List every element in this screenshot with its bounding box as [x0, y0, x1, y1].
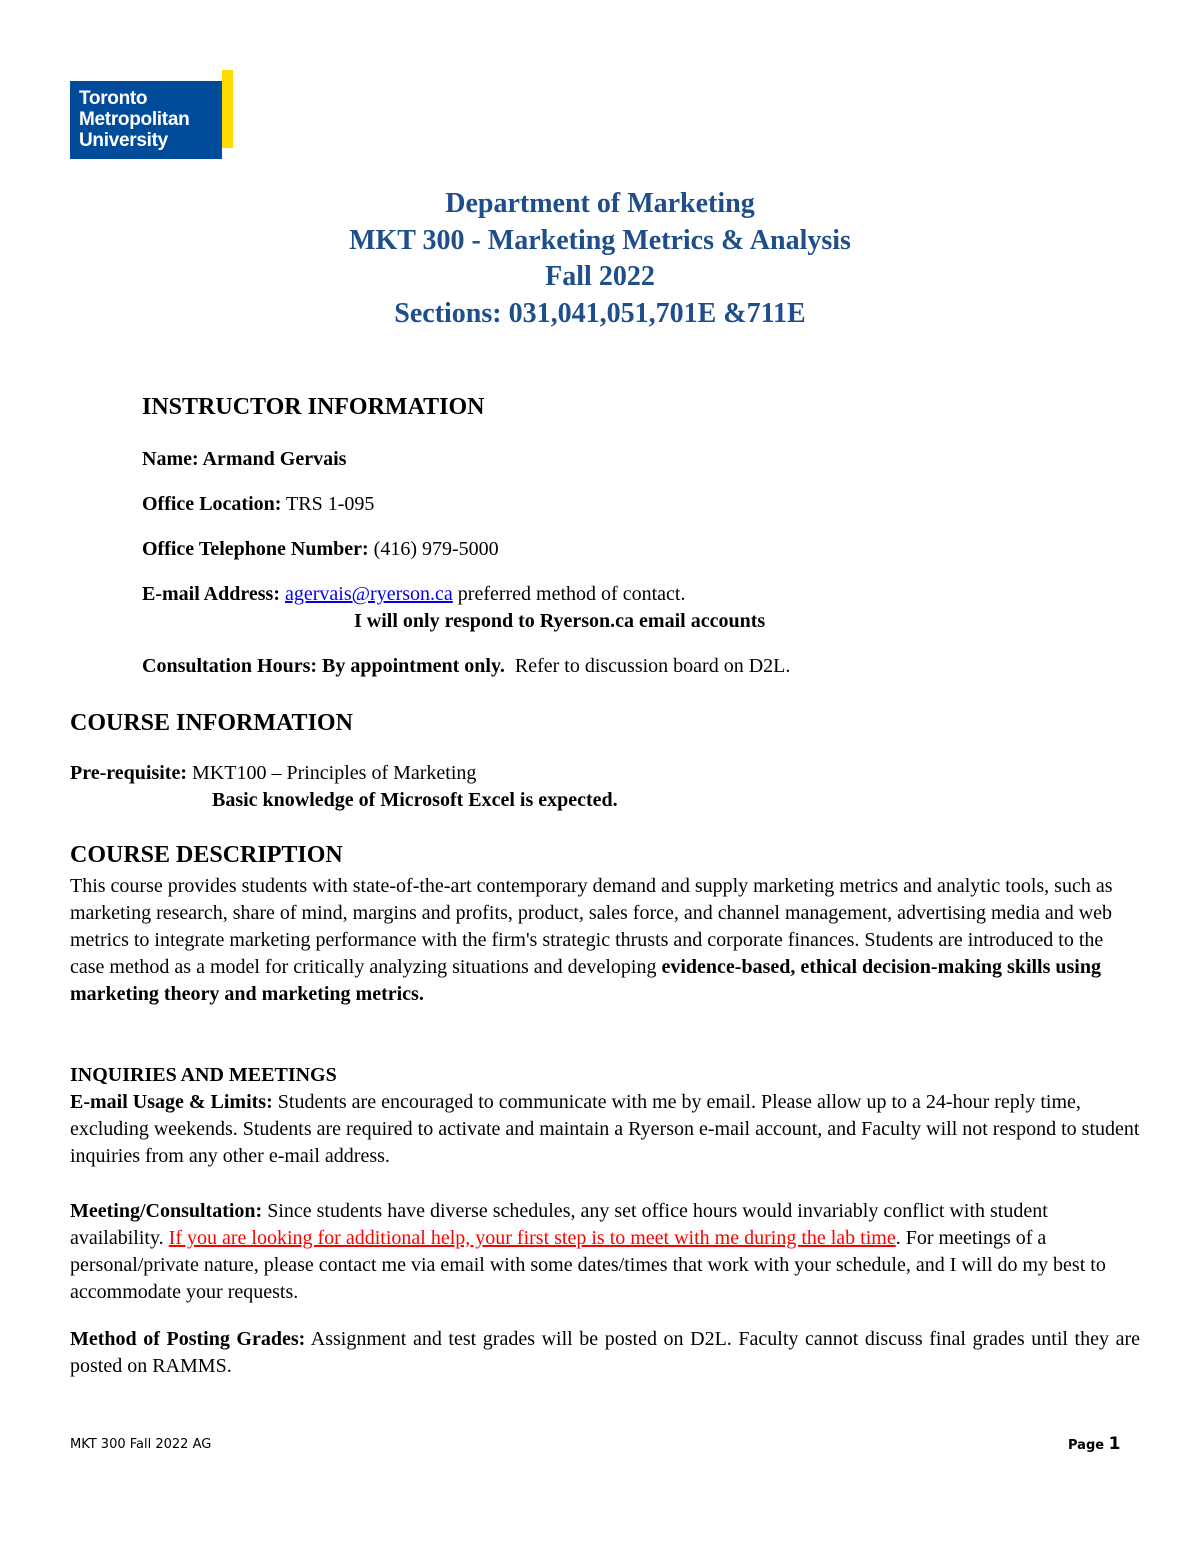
meeting-paragraph	[70, 1198, 1140, 1306]
meeting-text-2: . For meetings of a personal/private nature, please contact me via email with some dates/times that work with your schedule, and I will do my best to accommodate your requests.	[70, 1227, 1106, 1303]
course-description-body: This course provides students with state-of-the-art contemporary demand and supply marketing metrics and analytic tools, such as marketing research, share of mind, margins and profits, product, sales force, and channel management, advertising media and web metrics to integrate marketing performance with the firm's strategic thrusts and corporate finances. Students are introduced to the case method as a model for critically analyzing situations and developing	[70, 875, 1113, 978]
term-title: Fall 2022	[545, 261, 655, 292]
logo-wordmark	[79, 88, 189, 151]
prerequisite-value: MKT100 – Principles of Marketing	[187, 762, 477, 784]
email-label: E-mail Address:	[142, 583, 280, 605]
email-policy: I will only respond to Ryerson.ca email accounts	[354, 610, 766, 632]
department-title: Department of Marketing	[445, 188, 755, 219]
office-phone	[142, 536, 499, 563]
lab-time-link[interactable]: If you are looking for additional help, your first step is to meet with me during the lab time	[168, 1227, 896, 1249]
office-location-value: TRS 1-095	[281, 493, 375, 515]
grades-paragraph	[70, 1326, 1140, 1380]
course-info-heading: COURSE INFORMATION	[70, 710, 353, 736]
logo-accent-bar	[222, 70, 233, 148]
consultation-hours	[142, 653, 790, 680]
email-link[interactable]: agervais@ryerson.ca	[284, 583, 453, 605]
university-logo	[70, 81, 222, 159]
consultation-value: Refer to discussion board on D2L.	[504, 655, 791, 677]
course-description-heading: COURSE DESCRIPTION	[70, 842, 343, 868]
consultation-label: Consultation Hours: By appointment only.	[142, 655, 505, 677]
document-title	[0, 186, 1200, 332]
logo-line-3: University	[79, 130, 168, 151]
instructor-heading: INSTRUCTOR INFORMATION	[142, 394, 485, 420]
grades-label: Method of Posting Grades:	[70, 1328, 306, 1350]
email-usage-label: E-mail Usage & Limits:	[70, 1091, 273, 1113]
office-phone-value: (416) 979-5000	[368, 538, 499, 560]
prerequisite-label: Pre-requisite:	[70, 762, 188, 784]
instructor-name: Name: Armand Gervais	[142, 448, 347, 470]
office-phone-label: Office Telephone Number:	[142, 538, 369, 560]
meeting-label: Meeting/Consultation:	[70, 1200, 263, 1222]
course-description-text	[70, 873, 1140, 1008]
sections-title: Sections: 031,041,051,701E &711E	[394, 297, 806, 329]
email-note: preferred method of contact.	[452, 583, 686, 605]
inquiries-heading: INQUIRIES AND MEETINGS	[70, 1064, 337, 1086]
page-label: Page	[1068, 1438, 1109, 1453]
email-address	[142, 581, 685, 608]
course-description-bold: evidence-based, ethical decision-making skills using marketing theory and marketing metrics	[70, 956, 1101, 1005]
prerequisite	[70, 760, 476, 787]
footer-course-label: MKT 300 Fall 2022 AG	[70, 1437, 212, 1452]
course-description-end: .	[418, 983, 424, 1005]
grades-text: Assignment and test grades will be posted on D2L. Faculty cannot discuss final grades until they are posted on RAMMS.	[70, 1328, 1140, 1377]
excel-note: Basic knowledge of Microsoft Excel is expected.	[212, 789, 618, 811]
page-number-value: 1	[1108, 1434, 1121, 1454]
logo-line-1: Toronto	[79, 88, 148, 109]
office-location-label: Office Location:	[142, 493, 282, 515]
email-usage-paragraph	[70, 1089, 1140, 1170]
logo-line-2: Metropolitan	[79, 109, 190, 130]
meeting-text: Since students have diverse schedules, any set office hours would invariably conflict with student availability.	[70, 1200, 1048, 1249]
page-number	[1068, 1434, 1120, 1454]
email-usage-text: Students are encouraged to communicate with me by email. Please allow up to a 24-hour reply time, excluding weekends. Students are required to activate and maintain a Ryerson e-mail account, and Faculty will not respond to student inquiries from any other e-mail address.	[70, 1091, 1140, 1167]
course-title: MKT 300 - Marketing Metrics & Analysis	[349, 224, 851, 256]
office-location	[142, 491, 374, 518]
